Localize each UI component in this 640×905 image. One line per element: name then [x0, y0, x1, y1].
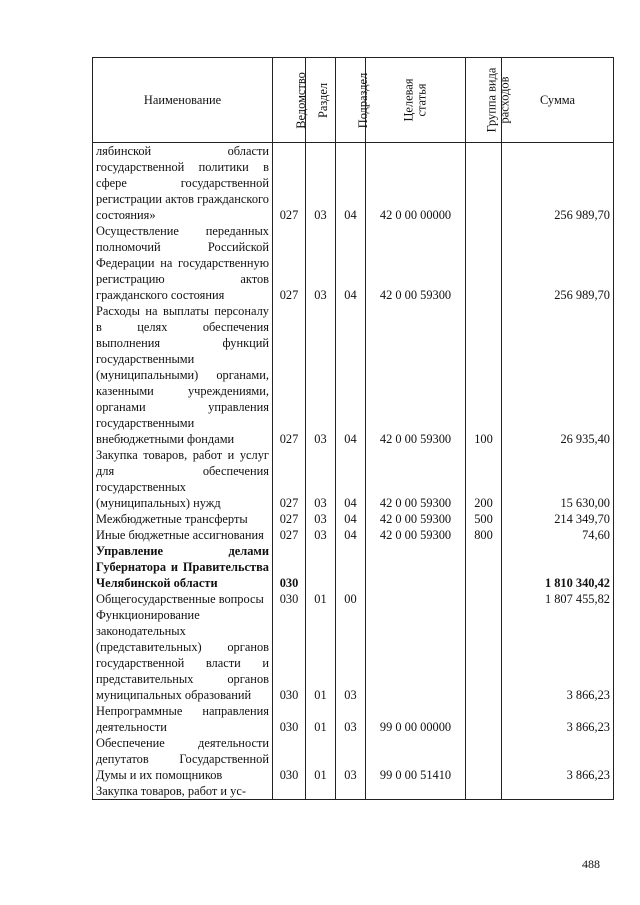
cell-podrazdel: 04 — [336, 527, 366, 543]
cell-gruppa: 500 — [466, 511, 502, 527]
cell-celevaya: 42 0 00 59300 — [366, 447, 466, 511]
cell-razdel: 01 — [306, 591, 336, 607]
cell-vedomstvo: 027 — [273, 447, 306, 511]
table-row — [93, 303, 614, 447]
cell-razdel: 01 — [306, 703, 336, 735]
header-vedomstvo — [273, 58, 306, 143]
cell-razdel: 03 — [306, 143, 336, 224]
table-header — [93, 58, 614, 143]
cell-summa: 3 866,23 — [502, 607, 614, 703]
cell-summa: 256 989,70 — [502, 143, 614, 224]
header-name — [93, 58, 273, 143]
cell-vedomstvo: 030 — [273, 735, 306, 783]
cell-celevaya — [366, 607, 466, 703]
cell-gruppa — [466, 703, 502, 735]
table-row — [93, 783, 614, 800]
cell-vedomstvo: 027 — [273, 223, 306, 303]
cell-gruppa: 100 — [466, 303, 502, 447]
cell-name: Функционирование законодательных (представительных) органов государственной власти и представительных органов муниципальных образований — [93, 607, 273, 703]
table-row — [93, 591, 614, 607]
cell-gruppa — [466, 543, 502, 591]
header-celevaya — [366, 58, 466, 143]
cell-vedomstvo: 030 — [273, 703, 306, 735]
cell-razdel — [306, 543, 336, 591]
cell-podrazdel: 04 — [336, 447, 366, 511]
table-row — [93, 447, 614, 511]
cell-podrazdel: 04 — [336, 511, 366, 527]
cell-razdel: 01 — [306, 607, 336, 703]
cell-celevaya: 99 0 00 51410 — [366, 735, 466, 783]
cell-gruppa — [466, 607, 502, 703]
cell-razdel: 03 — [306, 527, 336, 543]
cell-vedomstvo: 027 — [273, 511, 306, 527]
cell-celevaya — [366, 783, 466, 800]
cell-podrazdel: 00 — [336, 591, 366, 607]
cell-name: Обеспечение деятельности депутатов Государственной Думы и их помощников — [93, 735, 273, 783]
cell-celevaya: 42 0 00 59300 — [366, 303, 466, 447]
table-row — [93, 543, 614, 591]
cell-celevaya: 42 0 00 00000 — [366, 143, 466, 224]
cell-razdel — [306, 783, 336, 800]
cell-razdel: 03 — [306, 447, 336, 511]
cell-summa: 15 630,00 — [502, 447, 614, 511]
cell-gruppa — [466, 143, 502, 224]
header-vedomstvo-label: Ведомство — [293, 72, 308, 129]
header-gruppa-line1: Группа вида — [484, 67, 499, 132]
header-celevaya-line2: статья — [414, 83, 429, 117]
cell-vedomstvo: 027 — [273, 303, 306, 447]
header-podrazdel — [336, 58, 371, 143]
cell-vedomstvo: 027 — [273, 143, 306, 224]
header-celevaya-line1: Целевая — [401, 77, 416, 122]
header-summa-label: Сумма — [539, 93, 576, 107]
cell-summa: 256 989,70 — [502, 223, 614, 303]
cell-podrazdel — [336, 543, 366, 591]
cell-summa: 74,60 — [502, 527, 614, 543]
cell-celevaya: 42 0 00 59300 — [366, 527, 466, 543]
cell-name: Осуществление переданных полномочий Российской Федерации на государственную регистрацию актов гражданского состояния — [93, 223, 273, 303]
table-row — [93, 735, 614, 783]
cell-razdel: 03 — [306, 303, 336, 447]
cell-gruppa: 800 — [466, 527, 502, 543]
cell-celevaya: 42 0 00 59300 — [366, 223, 466, 303]
page-number: 488 — [582, 857, 600, 871]
cell-summa: 3 866,23 — [502, 703, 614, 735]
cell-vedomstvo — [273, 783, 306, 800]
cell-vedomstvo: 030 — [273, 591, 306, 607]
cell-gruppa — [466, 223, 502, 303]
budget-table — [92, 57, 614, 800]
cell-summa — [502, 783, 614, 800]
cell-name: Межбюджетные трансферты — [93, 511, 273, 527]
table-row — [93, 511, 614, 527]
cell-vedomstvo: 030 — [273, 607, 306, 703]
cell-summa: 26 935,40 — [502, 303, 614, 447]
cell-gruppa — [466, 735, 502, 783]
header-razdel-label: Раздел — [316, 82, 331, 119]
cell-vedomstvo: 027 — [273, 527, 306, 543]
cell-summa: 1 810 340,42 — [502, 543, 614, 591]
cell-podrazdel — [336, 783, 366, 800]
cell-razdel: 01 — [306, 735, 336, 783]
cell-name: лябинской области государственной политики в сфере государственной регистрации актов гражданского состояния» — [93, 143, 273, 224]
header-razdel — [306, 58, 336, 143]
header-gruppa-label — [485, 67, 511, 132]
cell-podrazdel: 03 — [336, 735, 366, 783]
table-row — [93, 527, 614, 543]
cell-gruppa: 200 — [466, 447, 502, 511]
table-row — [93, 703, 614, 735]
cell-razdel: 03 — [306, 223, 336, 303]
header-gruppa-line2: расходов — [497, 76, 512, 123]
cell-podrazdel: 03 — [336, 607, 366, 703]
cell-celevaya: 42 0 00 59300 — [366, 511, 466, 527]
cell-name: Закупка товаров, работ и ус- — [93, 783, 273, 800]
cell-podrazdel: 03 — [336, 703, 366, 735]
cell-name: Расходы на выплаты персоналу в целях обеспечения выполнения функций государственными (муниципальными) органами, казенными учреждениями, органами управления государственными внебюджетными фондами — [93, 303, 273, 447]
cell-celevaya — [366, 591, 466, 607]
cell-gruppa — [466, 591, 502, 607]
header-summa — [502, 58, 614, 143]
cell-celevaya: 99 0 00 00000 — [366, 703, 466, 735]
table-row — [93, 607, 614, 703]
cell-name: Закупка товаров, работ и услуг для обеспечения государственных (муниципальных) нужд — [93, 447, 273, 511]
cell-podrazdel: 04 — [336, 143, 366, 224]
cell-name: Иные бюджетные ассигнования — [93, 527, 273, 543]
header-gruppa — [466, 58, 512, 143]
cell-name: Управление делами Губернатора и Правительства Челябинской области — [93, 543, 273, 591]
header-name-label: Наименование — [143, 93, 222, 107]
header-celevaya-label — [403, 78, 429, 121]
cell-summa: 1 807 455,82 — [502, 591, 614, 607]
table-row — [93, 143, 614, 224]
cell-podrazdel: 04 — [336, 223, 366, 303]
cell-summa: 214 349,70 — [502, 511, 614, 527]
cell-razdel: 03 — [306, 511, 336, 527]
cell-name: Непрограммные направления деятельности — [93, 703, 273, 735]
table-row — [93, 223, 614, 303]
cell-celevaya — [366, 543, 466, 591]
header-podrazdel-label: Подраздел — [356, 72, 371, 129]
cell-summa: 3 866,23 — [502, 735, 614, 783]
cell-podrazdel: 04 — [336, 303, 366, 447]
cell-gruppa — [466, 783, 502, 800]
cell-name: Общегосударственные вопросы — [93, 591, 273, 607]
cell-vedomstvo: 030 — [273, 543, 306, 591]
